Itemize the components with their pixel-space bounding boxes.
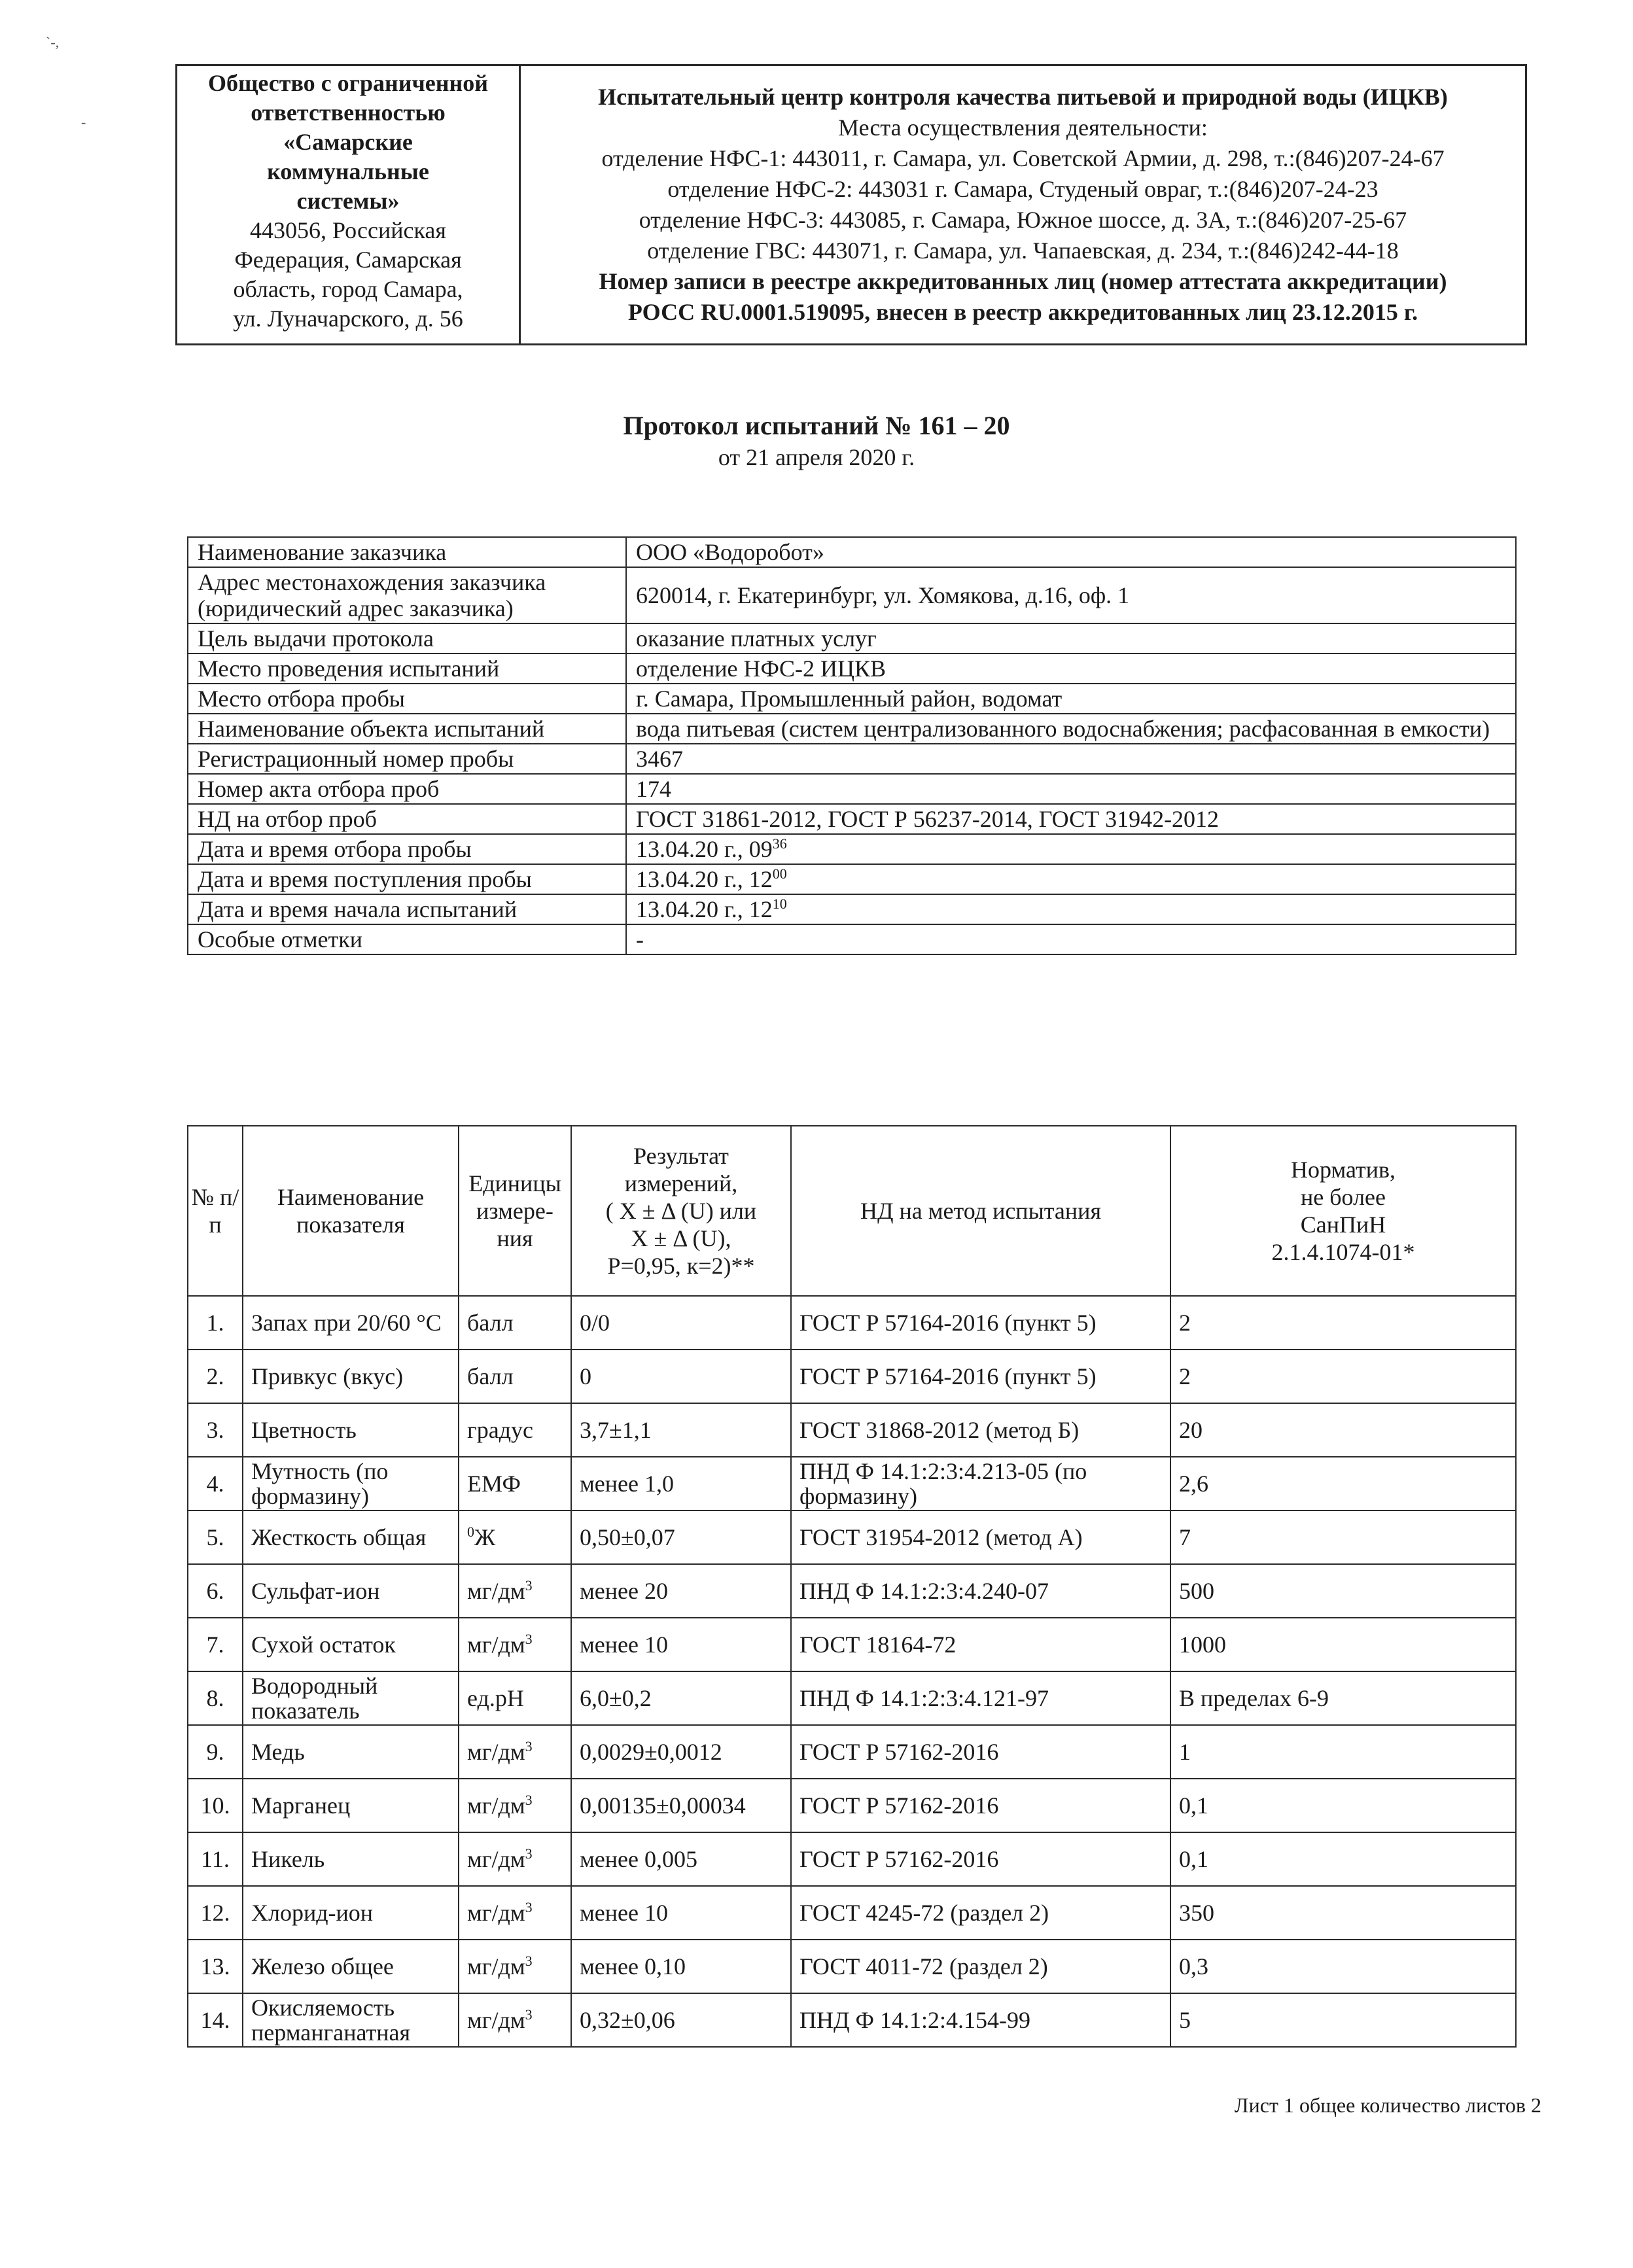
result-method: ПНД Ф 14.1:2:3:4.121-97 — [791, 1671, 1170, 1725]
result-name: Жесткость общая — [243, 1510, 459, 1564]
result-row — [188, 1832, 1516, 1886]
result-row — [188, 1618, 1516, 1671]
result-value: 0,50±0,07 — [571, 1510, 791, 1564]
result-row — [188, 1564, 1516, 1618]
info-label: Номер акта отбора проб — [188, 774, 626, 804]
result-unit — [459, 1510, 571, 1564]
result-name: Никель — [243, 1832, 459, 1886]
info-row — [188, 774, 1516, 804]
result-unit-sup: 3 — [525, 1792, 533, 1808]
info-label: Цель выдачи протокола — [188, 623, 626, 654]
info-label: Дата и время поступления пробы — [188, 864, 626, 894]
info-row — [188, 714, 1516, 744]
org-address-line: 443056, Российская — [250, 217, 446, 243]
result-row — [188, 1350, 1516, 1403]
result-unit — [459, 1618, 571, 1671]
sample-info-table — [187, 536, 1517, 955]
col-header-result-line: X ± Δ (U), — [631, 1225, 731, 1251]
result-row — [188, 1940, 1516, 1993]
result-unit-text: мг/дм — [467, 2007, 525, 2033]
result-value: менее 1,0 — [571, 1457, 791, 1510]
results-header-row — [188, 1126, 1516, 1296]
result-unit-text: мг/дм — [467, 1739, 525, 1765]
protocol-title: Протокол испытаний № 161 – 20 — [623, 411, 1010, 440]
result-unit-pre-sup: 0 — [467, 1524, 474, 1540]
result-norm: 1 — [1170, 1725, 1516, 1779]
result-name: Запах при 20/60 °С — [243, 1296, 459, 1350]
col-header-result-line: измерений, — [624, 1170, 738, 1196]
result-unit — [459, 1296, 571, 1350]
result-num: 1. — [188, 1296, 243, 1350]
result-method: ГОСТ 4245-72 (раздел 2) — [791, 1886, 1170, 1940]
result-row — [188, 1457, 1516, 1510]
result-method: ПНД Ф 14.1:2:3:4.240-07 — [791, 1564, 1170, 1618]
info-row — [188, 654, 1516, 684]
info-row — [188, 537, 1516, 567]
info-value-sup: 36 — [772, 835, 787, 852]
info-label: Дата и время начала испытаний — [188, 894, 626, 924]
result-unit — [459, 1564, 571, 1618]
info-value — [626, 924, 1516, 954]
result-num: 12. — [188, 1886, 243, 1940]
result-unit-sup: 3 — [525, 1577, 533, 1594]
info-row — [188, 834, 1516, 864]
result-method: ПНД Ф 14.1:2:3:4.213-05 (по формазину) — [791, 1457, 1170, 1510]
result-method: ГОСТ Р 57164-2016 (пункт 5) — [791, 1296, 1170, 1350]
result-unit-sup: 3 — [525, 1953, 533, 1969]
col-header-unit: Единицы измере-ния — [459, 1126, 571, 1296]
col-header-norm-line: не более — [1300, 1184, 1386, 1210]
result-norm: 2,6 — [1170, 1457, 1516, 1510]
protocol-date: от 21 апреля 2020 г. — [718, 444, 915, 470]
org-name-line: «Самарские — [283, 129, 413, 155]
col-header-result-line: ( X ± Δ (U) или — [605, 1198, 757, 1224]
result-value: менее 0,10 — [571, 1940, 791, 1993]
result-unit — [459, 1886, 571, 1940]
result-name: Хлорид-ион — [243, 1886, 459, 1940]
scan-mark: - — [81, 114, 86, 130]
info-row — [188, 623, 1516, 654]
org-name-line: ответственностью — [251, 99, 446, 126]
info-value-text: оказание платных услуг — [636, 625, 877, 652]
result-name: Водородный показатель — [243, 1671, 459, 1725]
info-row — [188, 894, 1516, 924]
info-value-text: ГОСТ 31861-2012, ГОСТ Р 56237-2014, ГОСТ 31942-2012 — [636, 806, 1220, 832]
result-method: ГОСТ 31954-2012 (метод А) — [791, 1510, 1170, 1564]
result-name: Сульфат-ион — [243, 1564, 459, 1618]
org-address-line: ул. Луначарского, д. 56 — [233, 305, 463, 332]
lab-branch: отделение НФС-2: 443031 г. Самара, Студеный овраг, т.:(846)207-24-23 — [667, 176, 1378, 202]
org-name-line: Общество с ограниченной — [207, 70, 488, 96]
result-unit-sup: 3 — [525, 1899, 533, 1915]
result-norm: 0,3 — [1170, 1940, 1516, 1993]
result-num: 7. — [188, 1618, 243, 1671]
info-value — [626, 714, 1516, 744]
accreditation-line: РОСС RU.0001.519095, внесен в реестр аккредитованных лиц 23.12.2015 г. — [627, 299, 1418, 325]
result-name: Цветность — [243, 1403, 459, 1457]
info-label: Адрес местонахождения заказчика (юридический адрес заказчика) — [188, 567, 626, 623]
info-value-text: 3467 — [636, 746, 683, 772]
result-value: менее 10 — [571, 1618, 791, 1671]
info-label: Место отбора пробы — [188, 684, 626, 714]
result-method: ГОСТ 31868-2012 (метод Б) — [791, 1403, 1170, 1457]
result-row — [188, 1296, 1516, 1350]
result-unit-text: балл — [467, 1310, 514, 1336]
result-value: менее 20 — [571, 1564, 791, 1618]
info-value — [626, 774, 1516, 804]
laboratory-cell — [520, 65, 1526, 345]
col-header-name: Наименование показателя — [243, 1126, 459, 1296]
result-name: Медь — [243, 1725, 459, 1779]
info-value-text: отделение НФС-2 ИЦКВ — [636, 655, 886, 682]
result-num: 13. — [188, 1940, 243, 1993]
result-method: ГОСТ 18164-72 — [791, 1618, 1170, 1671]
result-method: ГОСТ Р 57162-2016 — [791, 1779, 1170, 1832]
result-unit-text: градус — [467, 1417, 534, 1443]
result-unit — [459, 1457, 571, 1510]
results-table — [187, 1125, 1517, 2048]
result-unit — [459, 1832, 571, 1886]
info-label: Особые отметки — [188, 924, 626, 954]
result-name: Марганец — [243, 1779, 459, 1832]
info-row — [188, 924, 1516, 954]
info-label: Место проведения испытаний — [188, 654, 626, 684]
result-name: Окисляемость перманганатная — [243, 1993, 459, 2047]
result-norm: 0,1 — [1170, 1779, 1516, 1832]
lab-places-heading: Места осуществления деятельности: — [838, 114, 1208, 141]
lab-branch: отделение НФС-3: 443085, г. Самара, Южное шоссе, д. 3А, т.:(846)207-25-67 — [639, 207, 1407, 233]
result-value: 0 — [571, 1350, 791, 1403]
col-header-norm-line: 2.1.4.1074-01* — [1271, 1239, 1415, 1265]
info-row — [188, 804, 1516, 834]
org-address-line: область, город Самара, — [233, 276, 463, 302]
result-unit-sup: 3 — [525, 2006, 533, 2023]
result-norm: 2 — [1170, 1350, 1516, 1403]
col-header-result-line: P=0,95, к=2)** — [607, 1253, 755, 1279]
info-value — [626, 684, 1516, 714]
result-method: ГОСТ Р 57162-2016 — [791, 1832, 1170, 1886]
result-norm: 7 — [1170, 1510, 1516, 1564]
result-row — [188, 1403, 1516, 1457]
result-name: Мутность (по формазину) — [243, 1457, 459, 1510]
info-value — [626, 894, 1516, 924]
col-header-norm-line: СанПиН — [1300, 1212, 1386, 1238]
col-header-method: НД на метод испытания — [791, 1126, 1170, 1296]
result-method: ГОСТ Р 57164-2016 (пункт 5) — [791, 1350, 1170, 1403]
result-norm: 2 — [1170, 1296, 1516, 1350]
info-value-text: 13.04.20 г., 12 — [636, 866, 773, 892]
lab-branch: отделение ГВС: 443071, г. Самара, ул. Чапаевская, д. 234, т.:(846)242-44-18 — [647, 237, 1399, 264]
info-value-text: 13.04.20 г., 12 — [636, 896, 773, 922]
result-row — [188, 1671, 1516, 1725]
protocol-title-block — [0, 410, 1633, 472]
info-value-text: - — [636, 926, 644, 952]
result-row — [188, 1725, 1516, 1779]
result-num: 4. — [188, 1457, 243, 1510]
info-value-sup: 00 — [772, 865, 787, 882]
result-name: Сухой остаток — [243, 1618, 459, 1671]
result-value: 0,00135±0,00034 — [571, 1779, 791, 1832]
page-footer: Лист 1 общее количество листов 2 — [1234, 2093, 1541, 2117]
info-label: Наименование заказчика — [188, 537, 626, 567]
result-row — [188, 1993, 1516, 2047]
result-unit-text: Ж — [474, 1524, 496, 1550]
result-unit — [459, 1350, 571, 1403]
organization-cell — [177, 65, 520, 345]
org-name-line: системы» — [296, 188, 400, 214]
letterhead — [175, 64, 1527, 345]
result-num: 11. — [188, 1832, 243, 1886]
lab-title: Испытательный центр контроля качества питьевой и природной воды (ИЦКВ) — [598, 84, 1448, 110]
info-row — [188, 864, 1516, 894]
result-value: менее 0,005 — [571, 1832, 791, 1886]
info-value — [626, 744, 1516, 774]
result-norm: 500 — [1170, 1564, 1516, 1618]
result-unit — [459, 1403, 571, 1457]
lab-branch: отделение НФС-1: 443011, г. Самара, ул. Советской Армии, д. 298, т.:(846)207-24-67 — [601, 145, 1445, 171]
result-row — [188, 1510, 1516, 1564]
result-unit — [459, 1993, 571, 2047]
info-value-text: 174 — [636, 776, 671, 802]
info-value — [626, 654, 1516, 684]
result-value: 0,0029±0,0012 — [571, 1725, 791, 1779]
result-unit-text: мг/дм — [467, 1631, 525, 1658]
result-unit — [459, 1940, 571, 1993]
result-value: 6,0±0,2 — [571, 1671, 791, 1725]
info-value-text: вода питьевая (систем централизованного водоснабжения; расфасованная в емкости) — [636, 716, 1490, 742]
info-label: НД на отбор проб — [188, 804, 626, 834]
result-value: 0,32±0,06 — [571, 1993, 791, 2047]
result-unit-text: мг/дм — [467, 1900, 525, 1926]
result-norm: 350 — [1170, 1886, 1516, 1940]
col-header-num: № п/п — [188, 1126, 243, 1296]
info-value-sup: 10 — [772, 896, 787, 912]
result-row — [188, 1886, 1516, 1940]
result-unit-text: мг/дм — [467, 1846, 525, 1872]
info-value — [626, 537, 1516, 567]
result-num: 9. — [188, 1725, 243, 1779]
col-header-norm — [1170, 1126, 1516, 1296]
result-name: Привкус (вкус) — [243, 1350, 459, 1403]
result-num: 14. — [188, 1993, 243, 2047]
info-value — [626, 804, 1516, 834]
result-unit-text: балл — [467, 1363, 514, 1389]
info-value-text: г. Самара, Промышленный район, водомат — [636, 686, 1062, 712]
info-label: Дата и время отбора пробы — [188, 834, 626, 864]
result-value: 3,7±1,1 — [571, 1403, 791, 1457]
result-num: 6. — [188, 1564, 243, 1618]
result-norm: В пределах 6-9 — [1170, 1671, 1516, 1725]
scan-mark: `-, — [46, 34, 60, 50]
result-value: менее 10 — [571, 1886, 791, 1940]
result-method: ГОСТ Р 57162-2016 — [791, 1725, 1170, 1779]
result-norm: 0,1 — [1170, 1832, 1516, 1886]
col-header-norm-line: Норматив, — [1290, 1157, 1396, 1183]
result-norm: 5 — [1170, 1993, 1516, 2047]
result-num: 5. — [188, 1510, 243, 1564]
result-num: 8. — [188, 1671, 243, 1725]
result-method: ГОСТ 4011-72 (раздел 2) — [791, 1940, 1170, 1993]
org-name-line: коммунальные — [267, 158, 429, 184]
result-value: 0/0 — [571, 1296, 791, 1350]
result-norm: 1000 — [1170, 1618, 1516, 1671]
result-unit-sup: 3 — [525, 1845, 533, 1862]
info-value — [626, 623, 1516, 654]
result-unit — [459, 1671, 571, 1725]
result-method: ПНД Ф 14.1:2:4.154-99 — [791, 1993, 1170, 2047]
info-label: Наименование объекта испытаний — [188, 714, 626, 744]
result-unit-text: ед.pH — [467, 1685, 524, 1711]
info-label: Регистрационный номер пробы — [188, 744, 626, 774]
accreditation-line: Номер записи в реестре аккредитованных лиц (номер аттестата аккредитации) — [599, 268, 1447, 294]
info-row — [188, 684, 1516, 714]
info-value-text: ООО «Водоробот» — [636, 539, 824, 565]
result-unit-sup: 3 — [525, 1738, 533, 1754]
result-unit — [459, 1779, 571, 1832]
result-unit-sup: 3 — [525, 1631, 533, 1647]
result-norm: 20 — [1170, 1403, 1516, 1457]
info-value — [626, 864, 1516, 894]
result-name: Железо общее — [243, 1940, 459, 1993]
result-unit-text: мг/дм — [467, 1792, 525, 1819]
result-unit-text: ЕМФ — [467, 1471, 521, 1497]
col-header-result-line: Результат — [633, 1143, 729, 1169]
org-address-line: Федерация, Самарская — [234, 247, 462, 273]
result-unit — [459, 1725, 571, 1779]
col-header-result — [571, 1126, 791, 1296]
result-num: 10. — [188, 1779, 243, 1832]
info-value — [626, 567, 1516, 623]
info-value — [626, 834, 1516, 864]
result-unit-text: мг/дм — [467, 1578, 525, 1604]
result-unit-text: мг/дм — [467, 1953, 525, 1980]
result-num: 3. — [188, 1403, 243, 1457]
info-row — [188, 567, 1516, 623]
result-num: 2. — [188, 1350, 243, 1403]
info-row — [188, 744, 1516, 774]
result-row — [188, 1779, 1516, 1832]
info-value-text: 13.04.20 г., 09 — [636, 836, 773, 862]
info-value-text: 620014, г. Екатеринбург, ул. Хомякова, д.16, оф. 1 — [636, 582, 1130, 608]
